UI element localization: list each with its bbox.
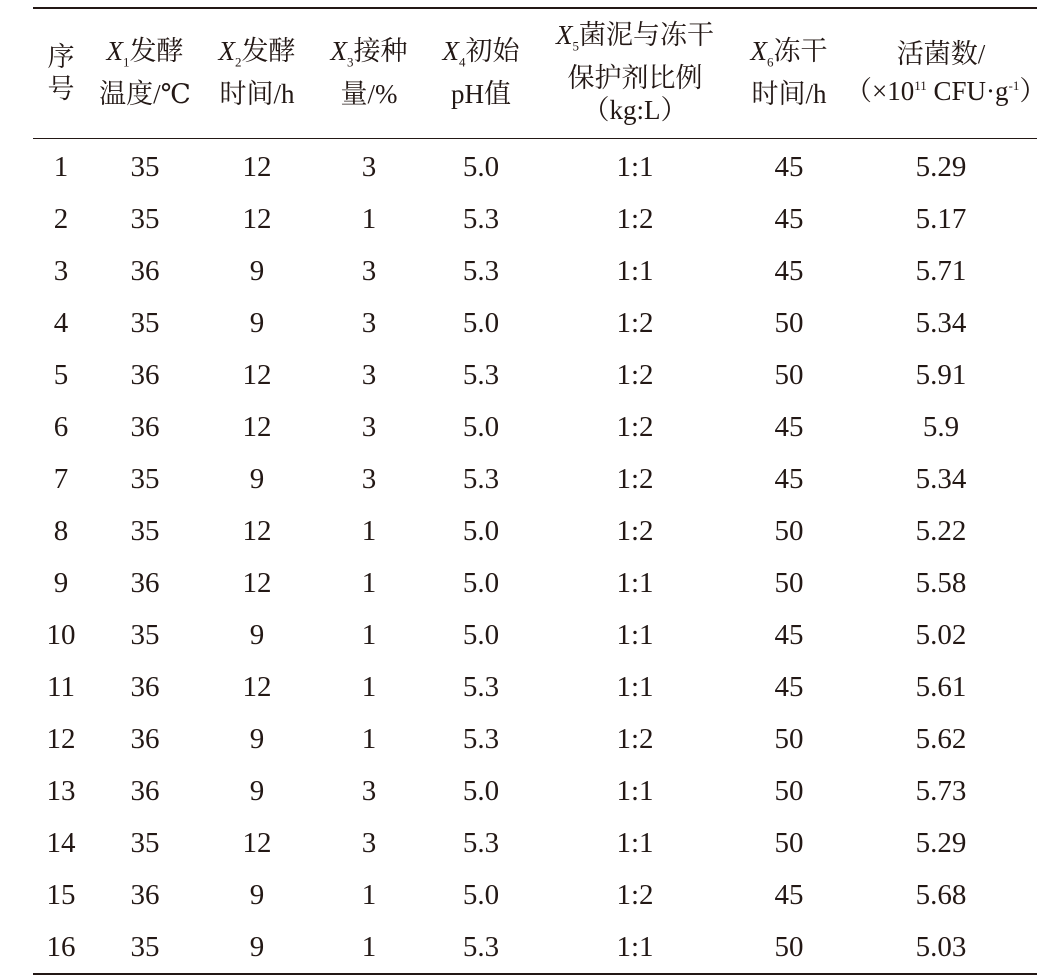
- cell-x1-temp: 35: [130, 151, 160, 184]
- cell-x1-temp: 36: [130, 359, 160, 392]
- header-count-part1: （×10: [845, 76, 915, 107]
- cell-x4-ph: 5.3: [462, 931, 500, 964]
- cell-viable-count: 5.91: [915, 359, 967, 392]
- cell-x1-temp: 36: [130, 671, 160, 704]
- header-x4: [425, 8, 537, 139]
- table-row: [33, 869, 1037, 921]
- cell-x6-freeze-time: 50: [774, 359, 804, 392]
- cell-x3-inoculum: 3: [361, 775, 377, 808]
- cell-x6-freeze-time: 45: [774, 619, 804, 652]
- header-x3-sub: 3: [347, 54, 354, 70]
- cell-x3-inoculum: 1: [361, 203, 377, 236]
- header-count-part3: ）: [1019, 76, 1047, 107]
- cell-x1-temp: 35: [130, 203, 160, 236]
- cell-x1-temp: 35: [130, 827, 160, 860]
- cell-x5-ratio: 1:2: [616, 723, 654, 756]
- cell-viable-count: 5.34: [915, 307, 967, 340]
- cell-x2-time: 12: [242, 827, 272, 860]
- cell-x3-inoculum: 1: [361, 723, 377, 756]
- cell-index: 4: [53, 307, 69, 340]
- cell-viable-count: 5.61: [915, 671, 967, 704]
- header-x2-sub: 2: [235, 54, 242, 70]
- cell-x4-ph: 5.0: [462, 879, 500, 912]
- cell-x6-freeze-time: 45: [774, 671, 804, 704]
- table-row: [33, 921, 1037, 974]
- header-x3-line1: 接种: [353, 36, 408, 66]
- cell-x1-temp: 36: [130, 775, 160, 808]
- cell-x5-ratio: 1:2: [616, 411, 654, 444]
- cell-x6-freeze-time: 50: [774, 723, 804, 756]
- cell-viable-count: 5.68: [915, 879, 967, 912]
- header-x2-line1: 发酵: [241, 36, 296, 66]
- cell-x4-ph: 5.0: [462, 151, 500, 184]
- cell-x5-ratio: 1:1: [616, 151, 654, 184]
- header-x6-line1: 冻干: [773, 36, 828, 66]
- header-x1-line1: 发酵: [129, 36, 184, 66]
- table-row: [33, 245, 1037, 297]
- cell-index: 13: [46, 775, 76, 808]
- cell-index: 2: [53, 203, 69, 236]
- cell-x5-ratio: 1:2: [616, 463, 654, 496]
- cell-x2-time: 12: [242, 203, 272, 236]
- cell-x5-ratio: 1:2: [616, 307, 654, 340]
- header-x4-var: X: [442, 36, 459, 66]
- header-index-line2: 号: [47, 73, 75, 104]
- table-row: [33, 401, 1037, 453]
- cell-x3-inoculum: 3: [361, 255, 377, 288]
- cell-x2-time: 12: [242, 671, 272, 704]
- cell-x5-ratio: 1:1: [616, 931, 654, 964]
- table-row: [33, 453, 1037, 505]
- header-viable-count: [845, 8, 1047, 139]
- table-row: [33, 765, 1037, 817]
- cell-x5-ratio: 1:1: [616, 567, 654, 600]
- header-index: [33, 8, 89, 139]
- cell-x1-temp: 36: [130, 255, 160, 288]
- cell-x6-freeze-time: 50: [774, 827, 804, 860]
- table-row: [33, 505, 1037, 557]
- cell-x6-freeze-time: 45: [774, 151, 804, 184]
- experiment-table-container: [33, 7, 1047, 975]
- header-x6: [733, 8, 845, 139]
- header-x3-line2: 量/%: [340, 79, 398, 110]
- cell-index: 11: [47, 671, 75, 704]
- cell-x1-temp: 36: [130, 879, 160, 912]
- header-count-exp: 11: [914, 78, 927, 94]
- header-count-unit-exp: -1: [1008, 78, 1020, 94]
- cell-x2-time: 12: [242, 359, 272, 392]
- table-row: [33, 139, 1037, 194]
- cell-x3-inoculum: 3: [361, 827, 377, 860]
- cell-x4-ph: 5.3: [462, 723, 500, 756]
- cell-x1-temp: 35: [130, 515, 160, 548]
- cell-index: 5: [53, 359, 69, 392]
- header-x1: [89, 8, 201, 139]
- cell-viable-count: 5.71: [915, 255, 967, 288]
- header-x6-line2: 时间/h: [751, 79, 827, 110]
- table-row: [33, 193, 1037, 245]
- cell-x4-ph: 5.3: [462, 203, 500, 236]
- cell-index: 8: [53, 515, 69, 548]
- cell-viable-count: 5.29: [915, 827, 967, 860]
- cell-x6-freeze-time: 45: [774, 411, 804, 444]
- header-x4-line1: 初始: [465, 36, 520, 66]
- cell-x6-freeze-time: 50: [774, 775, 804, 808]
- cell-x6-freeze-time: 50: [774, 931, 804, 964]
- cell-x3-inoculum: 1: [361, 619, 377, 652]
- table-row: [33, 557, 1037, 609]
- cell-x5-ratio: 1:2: [616, 359, 654, 392]
- cell-x4-ph: 5.0: [462, 515, 500, 548]
- cell-x3-inoculum: 3: [361, 359, 377, 392]
- header-x5-line3: （kg:L）: [582, 95, 688, 126]
- cell-viable-count: 5.62: [915, 723, 967, 756]
- cell-x5-ratio: 1:2: [616, 879, 654, 912]
- cell-x6-freeze-time: 45: [774, 463, 804, 496]
- cell-index: 16: [46, 931, 76, 964]
- cell-index: 9: [53, 567, 69, 600]
- header-x5-line2: 保护剂比例: [567, 63, 703, 94]
- cell-x4-ph: 5.0: [462, 619, 500, 652]
- cell-x4-ph: 5.0: [462, 411, 500, 444]
- cell-index: 3: [53, 255, 69, 288]
- cell-x5-ratio: 1:2: [616, 203, 654, 236]
- header-x5-line1: 菌泥与冻干: [579, 20, 714, 50]
- header-count-line1: 活菌数/: [896, 39, 986, 70]
- cell-x5-ratio: 1:1: [616, 619, 654, 652]
- cell-x6-freeze-time: 45: [774, 879, 804, 912]
- cell-x2-time: 9: [249, 307, 265, 340]
- cell-x3-inoculum: 3: [361, 151, 377, 184]
- cell-index: 6: [53, 411, 69, 444]
- header-x6-var: X: [750, 36, 767, 66]
- cell-viable-count: 5.17: [915, 203, 967, 236]
- cell-x5-ratio: 1:2: [616, 515, 654, 548]
- cell-x6-freeze-time: 50: [774, 307, 804, 340]
- cell-index: 10: [46, 619, 76, 652]
- cell-viable-count: 5.58: [915, 567, 967, 600]
- cell-x4-ph: 5.0: [462, 775, 500, 808]
- cell-x3-inoculum: 1: [361, 879, 377, 912]
- header-x4-line2: pH值: [451, 79, 511, 110]
- cell-x2-time: 9: [249, 775, 265, 808]
- cell-x5-ratio: 1:1: [616, 255, 654, 288]
- cell-x2-time: 12: [242, 567, 272, 600]
- header-x2-line2: 时间/h: [219, 79, 295, 110]
- table-row: [33, 713, 1037, 765]
- cell-x3-inoculum: 1: [361, 515, 377, 548]
- cell-viable-count: 5.29: [915, 151, 967, 184]
- cell-x2-time: 9: [249, 255, 265, 288]
- table-header-row: [33, 8, 1037, 139]
- header-x1-line2: 温度/℃: [99, 79, 191, 110]
- header-x6-sub: 6: [767, 54, 774, 70]
- cell-x2-time: 12: [242, 411, 272, 444]
- cell-x6-freeze-time: 45: [774, 203, 804, 236]
- table-row: [33, 661, 1037, 713]
- cell-x5-ratio: 1:1: [616, 827, 654, 860]
- cell-viable-count: 5.34: [915, 463, 967, 496]
- cell-x1-temp: 36: [130, 411, 160, 444]
- cell-x2-time: 9: [249, 619, 265, 652]
- cell-x6-freeze-time: 50: [774, 515, 804, 548]
- cell-x2-time: 9: [249, 931, 265, 964]
- header-index-line1: 序: [47, 41, 75, 72]
- cell-x1-temp: 35: [130, 463, 160, 496]
- cell-x6-freeze-time: 45: [774, 255, 804, 288]
- cell-x4-ph: 5.3: [462, 463, 500, 496]
- cell-x1-temp: 36: [130, 567, 160, 600]
- cell-index: 1: [53, 151, 69, 184]
- experiment-table: [33, 7, 1047, 975]
- cell-x3-inoculum: 1: [361, 931, 377, 964]
- cell-x5-ratio: 1:1: [616, 775, 654, 808]
- table-row: [33, 349, 1037, 401]
- cell-x2-time: 9: [249, 879, 265, 912]
- cell-x4-ph: 5.0: [462, 307, 500, 340]
- header-x5-var: X: [556, 20, 573, 50]
- cell-x4-ph: 5.3: [462, 671, 500, 704]
- cell-x5-ratio: 1:1: [616, 671, 654, 704]
- header-x5-sub: 5: [572, 38, 579, 54]
- cell-x1-temp: 36: [130, 723, 160, 756]
- table-row: [33, 817, 1037, 869]
- header-x1-var: X: [106, 36, 123, 66]
- header-x3-var: X: [330, 36, 347, 66]
- cell-index: 12: [46, 723, 76, 756]
- cell-viable-count: 5.73: [915, 775, 967, 808]
- header-x2: [201, 8, 313, 139]
- header-x1-sub: 1: [123, 54, 130, 70]
- cell-x2-time: 9: [249, 463, 265, 496]
- cell-x3-inoculum: 1: [361, 567, 377, 600]
- header-x2-var: X: [218, 36, 235, 66]
- cell-x4-ph: 5.3: [462, 255, 500, 288]
- table-row: [33, 609, 1037, 661]
- cell-viable-count: 5.9: [922, 411, 960, 444]
- header-x3: [313, 8, 425, 139]
- cell-x1-temp: 35: [130, 619, 160, 652]
- cell-x2-time: 12: [242, 151, 272, 184]
- cell-x3-inoculum: 3: [361, 411, 377, 444]
- cell-index: 15: [46, 879, 76, 912]
- cell-x4-ph: 5.3: [462, 827, 500, 860]
- header-x4-sub: 4: [459, 54, 466, 70]
- cell-x2-time: 12: [242, 515, 272, 548]
- cell-x4-ph: 5.0: [462, 567, 500, 600]
- cell-x3-inoculum: 3: [361, 307, 377, 340]
- table-body: [33, 139, 1037, 975]
- header-x5: [537, 8, 733, 139]
- cell-index: 7: [53, 463, 69, 496]
- cell-viable-count: 5.22: [915, 515, 967, 548]
- cell-x3-inoculum: 1: [361, 671, 377, 704]
- cell-viable-count: 5.03: [915, 931, 967, 964]
- cell-x3-inoculum: 3: [361, 463, 377, 496]
- cell-index: 14: [46, 827, 76, 860]
- header-count-part2: CFU·g: [926, 76, 1009, 107]
- cell-x1-temp: 35: [130, 307, 160, 340]
- cell-viable-count: 5.02: [915, 619, 967, 652]
- table-row: [33, 297, 1037, 349]
- cell-x6-freeze-time: 50: [774, 567, 804, 600]
- cell-x1-temp: 35: [130, 931, 160, 964]
- cell-x2-time: 9: [249, 723, 265, 756]
- cell-x4-ph: 5.3: [462, 359, 500, 392]
